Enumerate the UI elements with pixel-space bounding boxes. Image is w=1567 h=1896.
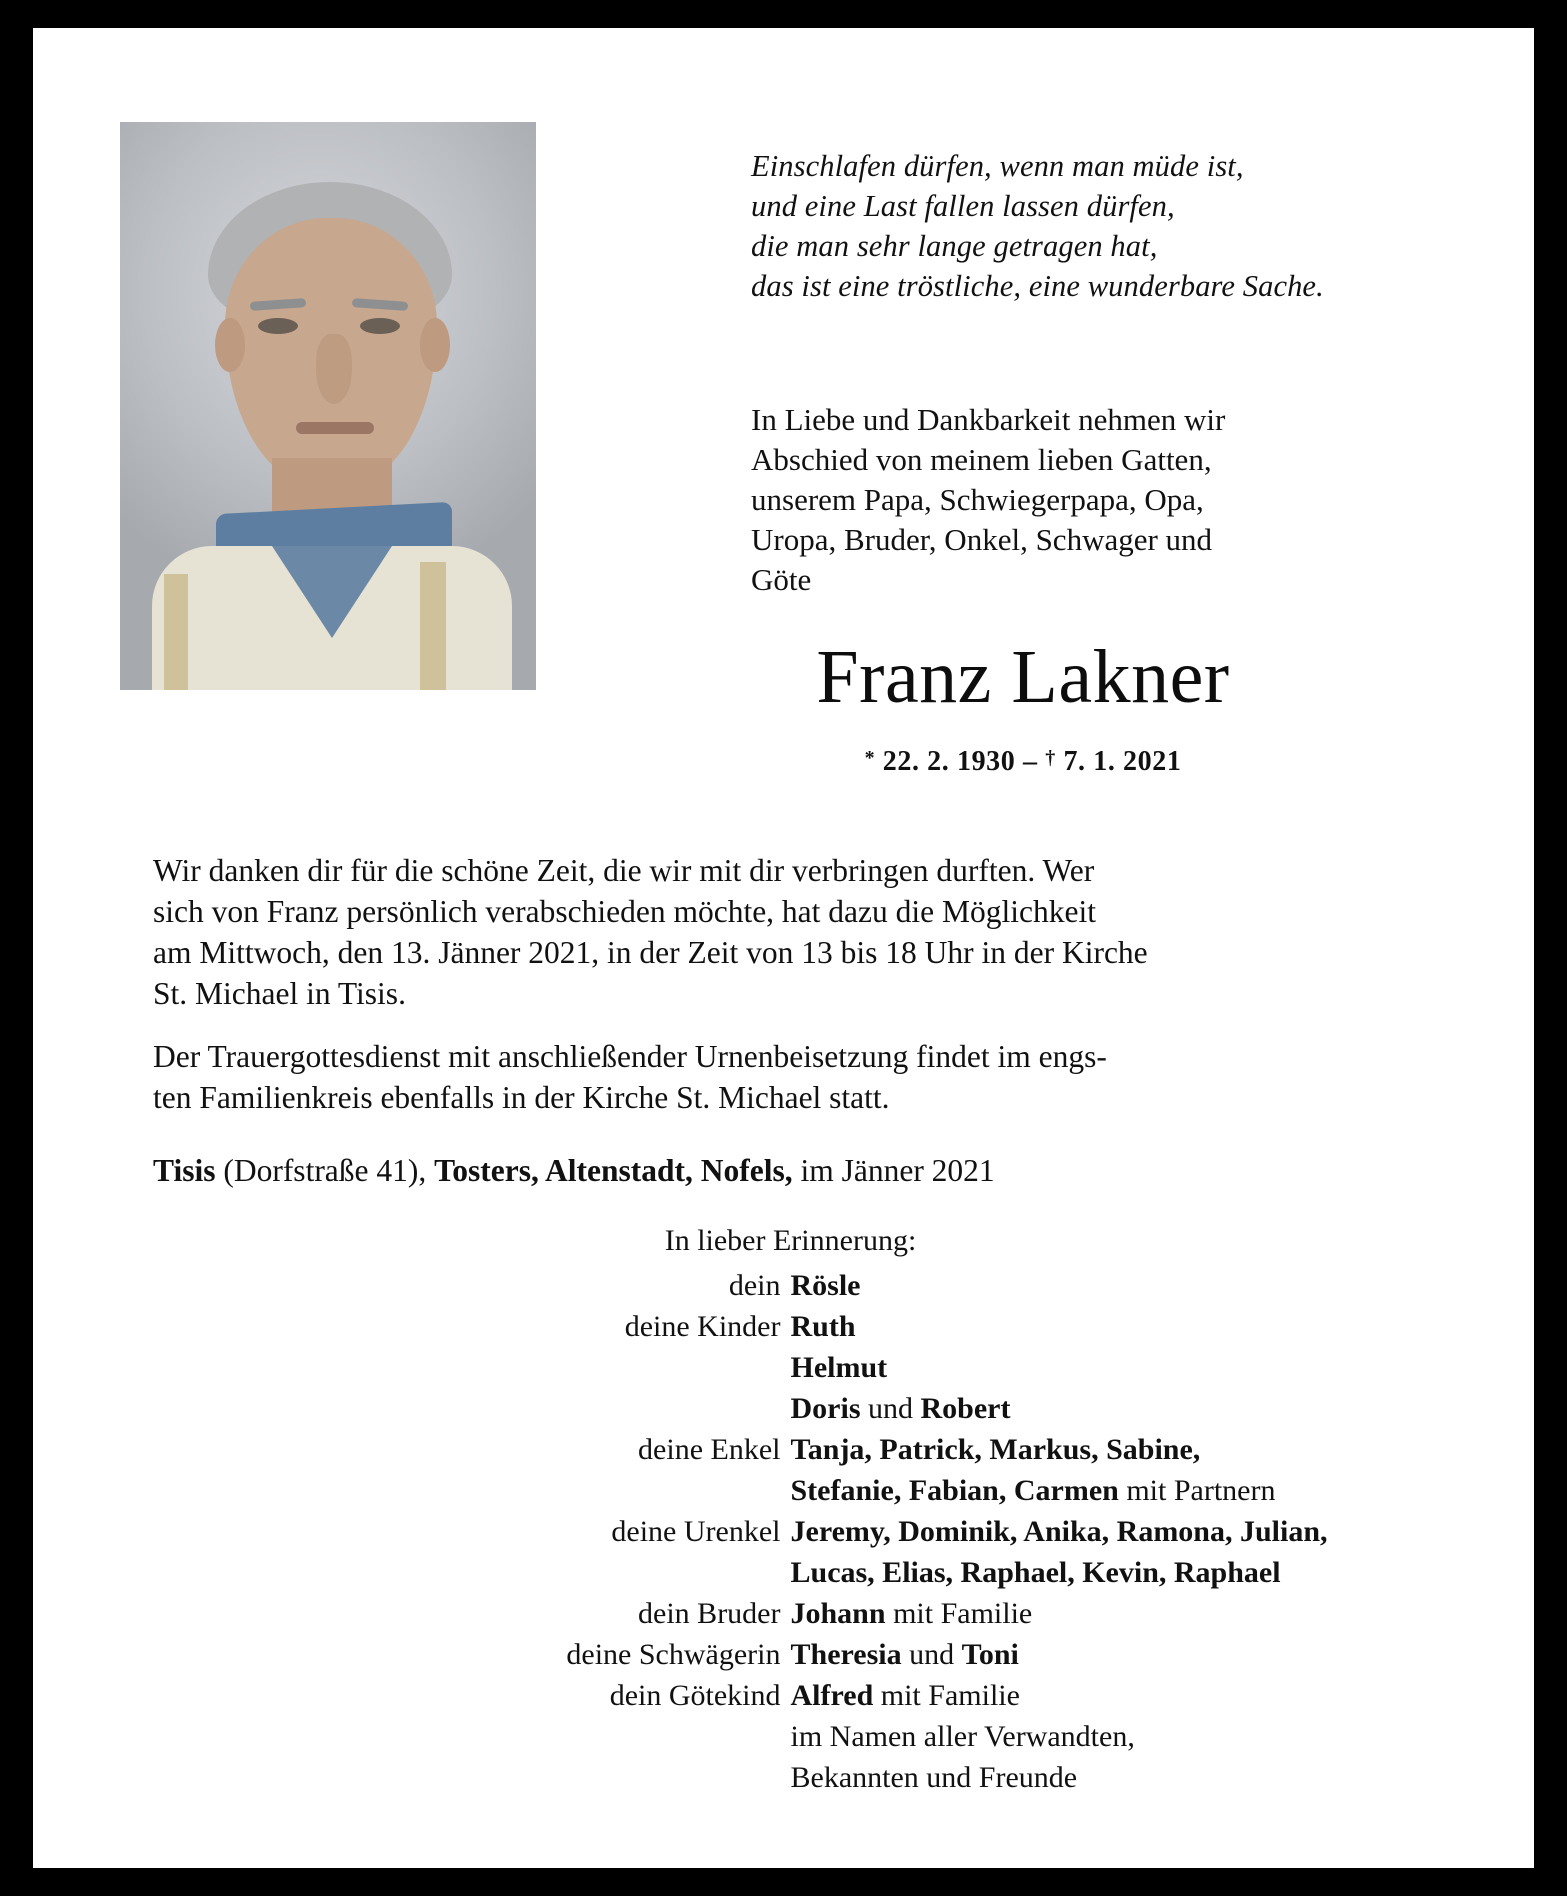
place-date: im Jänner 2021 (792, 1153, 995, 1188)
verse-line: Einschlafen dürfen, wenn man müde ist, (751, 149, 1244, 183)
memorial-row (153, 1347, 1428, 1388)
memorial-name: Tanja, Patrick, Markus, Sabine, (790, 1433, 1201, 1466)
memorial-suffix: mit Familie (885, 1597, 1033, 1630)
body-line: Wir danken dir für die schöne Zeit, die wir mit dir verbringen durften. Wer (153, 853, 1095, 888)
memorial-row (153, 1511, 1428, 1552)
memorial-row (153, 1265, 1428, 1306)
intro-line: In Liebe und Dankbarkeit nehmen wir (751, 402, 1226, 437)
places-line (153, 1150, 1428, 1191)
verse-line: die man sehr lange getragen hat, (751, 229, 1158, 263)
death-date: 7. 1. 2021 (1063, 746, 1182, 777)
memorial-names (791, 1388, 1429, 1429)
paragraph-service (153, 1036, 1428, 1118)
notice-body (153, 850, 1428, 1191)
intro-line: unserem Papa, Schwiegerpapa, Opa, (751, 482, 1204, 517)
date-separator: – (1023, 746, 1038, 777)
memorial-title: In lieber Erinnerung: (664, 1224, 917, 1257)
memorial-label: deine Enkel (638, 1433, 781, 1466)
memorial-label: deine Schwägerin (566, 1638, 781, 1671)
memorial-names (791, 1593, 1429, 1634)
paragraph-thanks (153, 850, 1428, 1014)
intro-line: Uropa, Bruder, Onkel, Schwager und (751, 522, 1213, 557)
farewell-intro (751, 400, 1416, 600)
memorial-label (153, 1347, 791, 1388)
memorial-label: dein Bruder (638, 1597, 781, 1630)
intro-line: Abschied von meinem lieben Gatten, (751, 442, 1212, 477)
place-secondary: Tosters, Altenstadt, Nofels, (434, 1153, 793, 1188)
memorial-suffix: und (860, 1392, 921, 1425)
verse-line: das ist eine tröstliche, eine wunderbare Sache. (751, 269, 1324, 303)
memorial-name: Doris (790, 1392, 861, 1425)
memorial-name: Theresia (790, 1638, 902, 1671)
verse-line: und eine Last fallen lassen dürfen, (751, 189, 1175, 223)
memorial-list (153, 1220, 1428, 1798)
memorial-row (153, 1593, 1428, 1634)
memorial-name: Rösle (790, 1269, 861, 1302)
memorial-name: Robert (920, 1392, 1011, 1425)
memorial-names (791, 1429, 1429, 1470)
body-line: am Mittwoch, den 13. Jänner 2021, in der Zeit von 13 bis 18 Uhr in der Kirche (153, 935, 1148, 970)
memorial-name: Toni (961, 1638, 1019, 1671)
memorial-row (153, 1429, 1428, 1470)
memorial-suffix: und (901, 1638, 962, 1671)
body-line: St. Michael in Tisis. (153, 976, 406, 1011)
memorial-label: deine Kinder (624, 1310, 781, 1343)
memorial-name: Johann (790, 1597, 886, 1630)
memorial-label: dein (728, 1269, 781, 1302)
memorial-label: deine Urenkel (611, 1515, 781, 1548)
memorial-name: Jeremy, Dominik, Anika, Ramona, Julian, (790, 1515, 1328, 1548)
body-line: ten Familienkreis ebenfalls in der Kirche St. Michael statt. (153, 1080, 890, 1115)
memorial-label: dein Götekind (609, 1679, 781, 1712)
memorial-row (791, 1552, 1429, 1593)
deceased-name: Franz Lakner (816, 635, 1230, 719)
memorial-name: Helmut (790, 1351, 888, 1384)
place-address: (Dorfstraße 41), (215, 1153, 435, 1188)
memorial-name: Alfred (790, 1679, 874, 1712)
memorial-label (153, 1388, 791, 1429)
obituary-notice (33, 28, 1534, 1868)
memorial-row (791, 1470, 1429, 1511)
place-primary: Tisis (153, 1153, 216, 1188)
memorial-names (791, 1511, 1429, 1552)
closing-line: im Namen aller Verwandten, (790, 1720, 1135, 1753)
portrait-photo (120, 122, 536, 690)
memorial-names (791, 1675, 1429, 1716)
memorial-suffix: mit Familie (873, 1679, 1020, 1712)
memorial-name: Lucas, Elias, Raphael, Kevin, Raphael (790, 1556, 1281, 1589)
memorial-row (153, 1634, 1428, 1675)
birth-symbol: * (864, 747, 876, 769)
body-line: Der Trauergottesdienst mit anschließender Urnenbeisetzung findet im engs- (153, 1039, 1107, 1074)
memorial-names (791, 1634, 1429, 1675)
memorial-names (791, 1306, 1429, 1347)
intro-line: Göte (751, 562, 812, 597)
memorial-suffix: mit Partnern (1118, 1474, 1276, 1507)
memorial-name: Stefanie, Fabian, Carmen (790, 1474, 1119, 1507)
closing-line: Bekannten und Freunde (790, 1761, 1078, 1794)
death-symbol: † (1045, 747, 1056, 769)
memorial-row (153, 1675, 1428, 1716)
life-dates (593, 746, 1453, 778)
memorial-row (153, 1306, 1428, 1347)
memorial-verse (751, 146, 1451, 306)
memorial-name: Ruth (790, 1310, 856, 1343)
memorial-names (791, 1265, 1429, 1306)
body-line: sich von Franz persönlich verabschieden möchte, hat dazu die Möglichkeit (153, 894, 1096, 929)
birth-date: 22. 2. 1930 (882, 746, 1016, 777)
memorial-names (791, 1347, 1429, 1388)
memorial-row (153, 1388, 1428, 1429)
